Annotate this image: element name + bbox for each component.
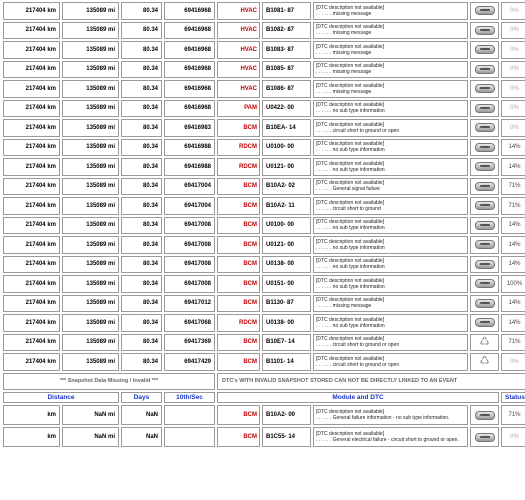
dtc-description-line2: . . . . . . no sub type information [316, 244, 385, 251]
table-row [3, 80, 525, 98]
distance-cell: 217404 km [3, 275, 60, 293]
dtc-description-line2: . . . . . . circuit short to ground or open [316, 342, 400, 349]
dtc-description-cell [313, 334, 468, 352]
dtc-code-cell: U0100- 00 [262, 217, 311, 235]
miles-cell: 135089 mi [62, 295, 119, 313]
dtc-code-cell: B1086- 87 [262, 80, 311, 98]
days-cell: 80.34 [121, 41, 162, 59]
distance-cell: 217404 km [3, 100, 60, 118]
status-icon-cell [470, 80, 499, 98]
table-row [3, 256, 525, 274]
dtc-description-cell [313, 100, 468, 118]
status-percent-cell: 0% [501, 41, 525, 59]
days-cell: 80.34 [121, 100, 162, 118]
table-row [3, 314, 525, 332]
dtc-description-cell [313, 41, 468, 59]
status-bar-icon [475, 201, 495, 210]
dtc-description-line2: . . . . . . circuit short to ground [316, 205, 381, 212]
miles-cell: 135089 mi [62, 197, 119, 215]
tenth-cell: 69416968 [164, 41, 215, 59]
distance-cell: 217404 km [3, 139, 60, 157]
status-percent-cell: 14% [501, 236, 525, 254]
distance-cell: 217404 km [3, 2, 60, 20]
module-cell: HVAC [217, 22, 260, 40]
days-cell: 80.34 [121, 295, 162, 313]
status-percent-cell: 0% [501, 61, 525, 79]
tenth-cell: 69416968 [164, 2, 215, 20]
dtc-code-cell: B10A2- 11 [262, 197, 311, 215]
status-percent-cell: 71% [501, 197, 525, 215]
dtc-description-line1: [DTC description not available] [316, 160, 385, 167]
dtc-code-cell: B10A2- 00 [262, 405, 311, 425]
status-icon-cell [470, 334, 499, 352]
dtc-description-line2: . . . . . . no sub type information [316, 147, 385, 154]
table-row [3, 275, 525, 293]
dtc-code-cell: U0138- 00 [262, 256, 311, 274]
miles-cell: NaN mi [62, 405, 119, 425]
status-icon-cell [470, 217, 499, 235]
dtc-description-line2: . . . . . . circuit short to ground or open [316, 127, 400, 134]
table-row [3, 22, 525, 40]
miles-cell: 135089 mi [62, 41, 119, 59]
module-cell: PAM [217, 100, 260, 118]
dtc-description-cell [313, 197, 468, 215]
table-row [3, 427, 525, 447]
status-bar-icon [475, 279, 495, 288]
status-icon-cell [470, 22, 499, 40]
distance-cell: km [3, 427, 60, 447]
status-bar-icon [475, 240, 495, 249]
tenth-cell: 69416968 [164, 61, 215, 79]
tenth-cell: 69417012 [164, 295, 215, 313]
table-row [3, 61, 525, 79]
tenth-cell: 69416988 [164, 139, 215, 157]
dtc-description-cell [313, 314, 468, 332]
status-bar-icon [475, 123, 495, 132]
dtc-description-line1: [DTC description not available] [316, 141, 385, 148]
dtc-description-line2: . . . . . . no sub type information [316, 225, 385, 232]
table-row [3, 119, 525, 137]
dtc-description-cell [313, 275, 468, 293]
dtc-description-line2: . . . . . . General failure information - no sub type information. [316, 415, 450, 421]
dtc-description-cell [313, 256, 468, 274]
days-cell: 80.34 [121, 119, 162, 137]
tenth-cell: 69417008 [164, 256, 215, 274]
table-row [3, 334, 525, 352]
distance-cell: 217404 km [3, 158, 60, 176]
distance-cell: km [3, 405, 60, 425]
status-percent-cell: 71% [501, 405, 525, 425]
status-icon-cell [470, 158, 499, 176]
module-cell: RDCM [217, 139, 260, 157]
dtc-code-cell: B1130- 87 [262, 295, 311, 313]
distance-cell: 217404 km [3, 119, 60, 137]
status-bar-icon [475, 433, 495, 442]
dtc-code-cell: B10EA- 14 [262, 119, 311, 137]
module-cell: HVAC [217, 41, 260, 59]
status-percent-cell: 0% [501, 119, 525, 137]
status-icon-cell [470, 178, 499, 196]
status-bar-icon [475, 182, 495, 191]
miles-cell: 135089 mi [62, 353, 119, 371]
dtc-description-cell [313, 353, 468, 371]
dtc-description-line1: [DTC description not available] [316, 355, 385, 362]
dtc-description-cell [313, 80, 468, 98]
header-days: Days [121, 392, 162, 403]
days-cell: 80.34 [121, 61, 162, 79]
status-bar-icon [475, 143, 495, 152]
dtc-code-cell: U0121- 00 [262, 158, 311, 176]
dtc-code-cell: B1082- 87 [262, 22, 311, 40]
tenth-cell: 69417008 [164, 275, 215, 293]
module-cell: RDCM [217, 314, 260, 332]
dtc-description-line1: [DTC description not available] [316, 121, 385, 128]
days-cell: 80.34 [121, 2, 162, 20]
distance-cell: 217404 km [3, 197, 60, 215]
dtc-code-cell: U0422- 00 [262, 100, 311, 118]
module-cell: RDCM [217, 158, 260, 176]
miles-cell: 135089 mi [62, 119, 119, 137]
distance-cell: 217404 km [3, 256, 60, 274]
dtc-description-cell [313, 22, 468, 40]
dtc-description-cell [313, 61, 468, 79]
table-row [3, 158, 525, 176]
intermittent-icon: ♺ [479, 355, 490, 368]
header-distance: Distance [3, 392, 119, 403]
miles-cell: 135089 mi [62, 80, 119, 98]
table-row [3, 2, 525, 20]
days-cell: NaN [121, 405, 162, 425]
module-cell: BCM [217, 295, 260, 313]
dtc-code-cell: U0121- 00 [262, 236, 311, 254]
miles-cell: 135089 mi [62, 236, 119, 254]
status-icon-cell [470, 139, 499, 157]
dtc-description-line2: . . . . . . no sub type information [316, 283, 385, 290]
status-percent-cell: 0% [501, 80, 525, 98]
miles-cell: 135089 mi [62, 158, 119, 176]
table-row [3, 353, 525, 371]
dtc-description-line2: . . . . . . no sub type information [316, 108, 385, 115]
status-icon-cell [470, 275, 499, 293]
dtc-description-line2: . . . . . . no sub type information [316, 322, 385, 329]
dtc-description-line1: [DTC description not available] [316, 102, 385, 109]
days-cell: NaN [121, 427, 162, 447]
tenth-cell: 69417068 [164, 314, 215, 332]
dtc-description-cell [313, 236, 468, 254]
dtc-description-line1: [DTC description not available] [316, 82, 385, 89]
dtc-description-line1: [DTC description not available] [316, 4, 385, 11]
module-cell: BCM [217, 256, 260, 274]
distance-cell: 217404 km [3, 41, 60, 59]
dtc-description-cell [313, 427, 468, 447]
days-cell: 80.34 [121, 334, 162, 352]
dtc-description-line2: . . . . . . missing message [316, 10, 372, 17]
status-icon-cell [470, 41, 499, 59]
table-row [3, 295, 525, 313]
tenth-cell: 69417429 [164, 353, 215, 371]
miles-cell: 135089 mi [62, 217, 119, 235]
dtc-description-cell [313, 405, 468, 425]
dtc-description-line1: [DTC description not available] [316, 219, 385, 226]
status-percent-cell: 0% [501, 353, 525, 371]
dtc-description-line2: . . . . . . missing message [316, 49, 372, 56]
dtc-description-line1: [DTC description not available] [316, 238, 385, 245]
miles-cell: 135089 mi [62, 22, 119, 40]
status-percent-cell: 100% [501, 275, 525, 293]
status-percent-cell: 0% [501, 22, 525, 40]
miles-cell: 135089 mi [62, 314, 119, 332]
days-cell: 80.34 [121, 197, 162, 215]
module-cell: BCM [217, 217, 260, 235]
intermittent-icon: ♺ [479, 335, 490, 348]
status-icon-cell [470, 427, 499, 447]
miles-cell: 135089 mi [62, 100, 119, 118]
snapshot-missing-note: *** Snapshot Data Missing / Invalid *** [3, 373, 215, 391]
dtc-code-cell: B1101- 14 [262, 353, 311, 371]
status-bar-icon [475, 45, 495, 54]
module-cell: BCM [217, 178, 260, 196]
dtc-description-line2: . . . . . . circuit short to ground or open [316, 361, 400, 368]
dtc-description-line2: . . . . . . General electrical failure - circuit short to ground or open. [316, 437, 459, 443]
days-cell: 80.34 [121, 178, 162, 196]
dtc-description-line2: . . . . . . missing message [316, 30, 372, 37]
status-percent-cell: 0% [501, 2, 525, 20]
header-module-dtc: Module and DTC [217, 392, 499, 403]
table-row [3, 236, 525, 254]
status-percent-cell: 14% [501, 256, 525, 274]
tenth-cell: 69416968 [164, 22, 215, 40]
distance-cell: 217404 km [3, 61, 60, 79]
dtc-code-cell: B10A2- 02 [262, 178, 311, 196]
dtc-description-line2: . . . . . . no sub type information [316, 166, 385, 173]
module-cell: BCM [217, 427, 260, 447]
table-row [3, 197, 525, 215]
distance-cell: 217404 km [3, 178, 60, 196]
module-cell: BCM [217, 353, 260, 371]
dtc-description-line2: . . . . . . missing message [316, 88, 372, 95]
miles-cell: 135089 mi [62, 2, 119, 20]
status-percent-cell: 71% [501, 334, 525, 352]
header-tenth: 10th/Sec [164, 392, 215, 403]
miles-cell: 135089 mi [62, 178, 119, 196]
distance-cell: 217404 km [3, 22, 60, 40]
dtc-table [1, 0, 525, 449]
tenth-cell: 69417369 [164, 334, 215, 352]
dtc-description-cell [313, 158, 468, 176]
miles-cell: 135089 mi [62, 61, 119, 79]
dtc-description-line2: . . . . . . General signal failure [316, 186, 380, 193]
miles-cell: 135089 mi [62, 334, 119, 352]
dtc-code-cell: B1085- 87 [262, 61, 311, 79]
distance-cell: 217404 km [3, 217, 60, 235]
status-icon-cell [470, 236, 499, 254]
days-cell: 80.34 [121, 314, 162, 332]
days-cell: 80.34 [121, 353, 162, 371]
tenth-cell: 69416968 [164, 80, 215, 98]
dtc-description-cell [313, 139, 468, 157]
module-cell: BCM [217, 405, 260, 425]
module-cell: BCM [217, 334, 260, 352]
status-percent-cell: 14% [501, 139, 525, 157]
status-bar-icon [475, 65, 495, 74]
distance-cell: 217404 km [3, 314, 60, 332]
dtc-description-line1: [DTC description not available] [316, 63, 385, 70]
status-bar-icon [475, 221, 495, 230]
tenth-cell: 69416988 [164, 158, 215, 176]
status-bar-icon [475, 6, 495, 15]
distance-cell: 217404 km [3, 236, 60, 254]
tenth-cell: 69417004 [164, 197, 215, 215]
dtc-code-cell: U0151- 00 [262, 275, 311, 293]
status-icon-cell [470, 353, 499, 371]
status-percent-cell: 71% [501, 178, 525, 196]
status-percent-cell: 14% [501, 295, 525, 313]
days-cell: 80.34 [121, 236, 162, 254]
dtc-description-cell [313, 178, 468, 196]
status-icon-cell [470, 295, 499, 313]
status-bar-icon [475, 84, 495, 93]
dtc-description-line1: [DTC description not available] [316, 24, 385, 31]
days-cell: 80.34 [121, 275, 162, 293]
days-cell: 80.34 [121, 139, 162, 157]
days-cell: 80.34 [121, 217, 162, 235]
tenth-cell: 69416968 [164, 100, 215, 118]
distance-cell: 217404 km [3, 334, 60, 352]
dtc-description-line1: [DTC description not available] [316, 277, 385, 284]
dtc-description-cell [313, 119, 468, 137]
days-cell: 80.34 [121, 158, 162, 176]
status-bar-icon [475, 260, 495, 269]
dtc-description-line2: . . . . . . missing message [316, 69, 372, 76]
table-row [3, 100, 525, 118]
invalid-snapshot-note: DTC's WITH INVALID SNAPSHOT STORED CAN NOT BE DIRECTLY LINKED TO AN EVENT [217, 373, 525, 391]
dtc-description-line1: [DTC description not available] [316, 180, 385, 187]
status-percent-cell: 0% [501, 100, 525, 118]
module-cell: BCM [217, 119, 260, 137]
status-bar-icon [475, 162, 495, 171]
dtc-code-cell: B1C55- 14 [262, 427, 311, 447]
table-row [3, 217, 525, 235]
miles-cell: NaN mi [62, 427, 119, 447]
dtc-description-line2: . . . . . . missing message [316, 303, 372, 310]
header-status: Status [501, 392, 525, 403]
status-bar-icon [475, 104, 495, 113]
dtc-description-line1: [DTC description not available] [316, 297, 385, 304]
status-icon-cell [470, 100, 499, 118]
dtc-description-line1: [DTC description not available] [316, 43, 385, 50]
module-cell: HVAC [217, 2, 260, 20]
dtc-description-cell [313, 2, 468, 20]
module-cell: BCM [217, 275, 260, 293]
status-icon-cell [470, 314, 499, 332]
status-bar-icon [475, 26, 495, 35]
dtc-description-line1: [DTC description not available] [316, 431, 385, 437]
status-percent-cell: 14% [501, 314, 525, 332]
status-icon-cell [470, 256, 499, 274]
days-cell: 80.34 [121, 256, 162, 274]
dtc-code-cell: U0138- 00 [262, 314, 311, 332]
status-icon-cell [470, 405, 499, 425]
status-percent-cell: 14% [501, 158, 525, 176]
status-icon-cell [470, 2, 499, 20]
miles-cell: 135089 mi [62, 275, 119, 293]
distance-cell: 217404 km [3, 353, 60, 371]
status-bar-icon [475, 411, 495, 420]
status-percent-cell: 0% [501, 427, 525, 447]
status-icon-cell [470, 119, 499, 137]
distance-cell: 217404 km [3, 295, 60, 313]
miles-cell: 135089 mi [62, 139, 119, 157]
dtc-description-cell [313, 217, 468, 235]
dtc-description-line2: . . . . . . no sub type information [316, 264, 385, 271]
module-cell: HVAC [217, 80, 260, 98]
tenth-cell: 69417008 [164, 236, 215, 254]
status-bar-icon [475, 299, 495, 308]
tenth-cell [164, 405, 215, 425]
days-cell: 80.34 [121, 22, 162, 40]
table-row [3, 41, 525, 59]
dtc-code-cell: U0100- 00 [262, 139, 311, 157]
status-percent-cell: 14% [501, 217, 525, 235]
dtc-code-cell: B1083- 87 [262, 41, 311, 59]
status-bar-icon [475, 318, 495, 327]
days-cell: 80.34 [121, 80, 162, 98]
dtc-description-line1: [DTC description not available] [316, 258, 385, 265]
miles-cell: 135089 mi [62, 256, 119, 274]
table-row [3, 139, 525, 157]
tenth-cell [164, 427, 215, 447]
tenth-cell: 69417004 [164, 178, 215, 196]
dtc-code-cell: B1081- 87 [262, 2, 311, 20]
module-cell: BCM [217, 197, 260, 215]
dtc-code-cell: B10E7- 14 [262, 334, 311, 352]
dtc-description-line1: [DTC description not available] [316, 409, 385, 415]
dtc-description-cell [313, 295, 468, 313]
module-cell: HVAC [217, 61, 260, 79]
dtc-description-line1: [DTC description not available] [316, 316, 385, 323]
status-icon-cell [470, 61, 499, 79]
distance-cell: 217404 km [3, 80, 60, 98]
status-icon-cell [470, 197, 499, 215]
dtc-description-line1: [DTC description not available] [316, 336, 385, 343]
tenth-cell: 69416983 [164, 119, 215, 137]
table-row [3, 178, 525, 196]
dtc-description-line1: [DTC description not available] [316, 199, 385, 206]
table-row [3, 405, 525, 425]
module-cell: BCM [217, 236, 260, 254]
tenth-cell: 69417008 [164, 217, 215, 235]
